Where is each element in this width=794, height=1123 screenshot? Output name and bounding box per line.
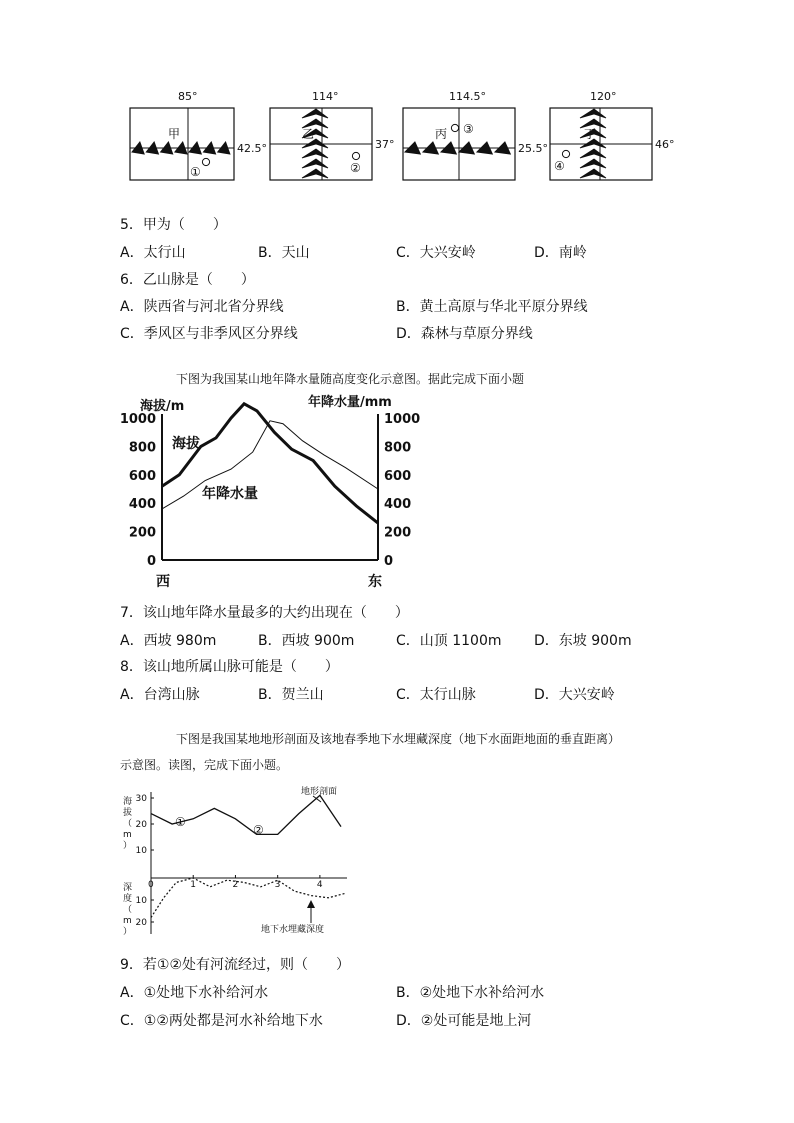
- axis-label-char: 度: [123, 894, 133, 904]
- depth-axis-label: [123, 882, 132, 937]
- city-number-label: ④: [554, 159, 565, 173]
- y-axis-label-right: 年降水量/mm: [308, 395, 392, 410]
- q7-option-a[interactable]: A．西坡 980m: [120, 633, 217, 649]
- chart2-intro-line1: 下图是我国某地地形剖面及该地春季地下水埋藏深度（地下水面距地面的垂直距离）: [176, 732, 621, 746]
- mountain-name-label: 乙: [302, 127, 315, 141]
- q6-option-d[interactable]: D．森林与草原分界线: [396, 326, 533, 342]
- y-tick-left: 600: [128, 468, 156, 484]
- terrain-groundwater-chart: [115, 782, 365, 944]
- q6-option-a[interactable]: A．陕西省与河北省分界线: [120, 299, 284, 315]
- y-tick-left: 400: [128, 497, 156, 513]
- y-tick-left: 0: [146, 554, 156, 569]
- y-tick-bottom: 10: [135, 896, 147, 906]
- q8-option-c[interactable]: C．太行山脉: [396, 687, 476, 703]
- groundwater-depth-label: 地下水埋藏深度: [261, 925, 325, 935]
- y-tick-left: 200: [128, 525, 156, 541]
- question-5: 5．甲为（ ）: [120, 217, 227, 233]
- q5-option-d[interactable]: D．南岭: [534, 245, 587, 261]
- axis-label-char: （: [123, 819, 133, 829]
- longitude-label: 85°: [178, 90, 198, 103]
- q7-option-b[interactable]: B．西坡 900m: [258, 633, 355, 649]
- x-label-west: 西: [156, 574, 170, 590]
- q7-option-c[interactable]: C．山顶 1100m: [396, 633, 502, 649]
- longitude-label: 114.5°: [449, 90, 486, 103]
- city-number-label: ②: [350, 161, 361, 175]
- q5-option-b[interactable]: B．天山: [258, 245, 310, 261]
- latitude-label: 42.5°: [237, 142, 267, 155]
- q9-option-a[interactable]: A．①处地下水补给河水: [120, 985, 269, 1001]
- latitude-label: 46°: [655, 138, 675, 151]
- question-6: 6．乙山脉是（ ）: [120, 272, 255, 288]
- city-number-label: ③: [463, 122, 474, 136]
- mountain-name-label: 丁: [584, 127, 597, 141]
- axis-label-char: 海: [123, 797, 133, 807]
- groundwater-arrowhead: [307, 900, 315, 908]
- chart1-intro: 下图为我国某山地年降水量随高度变化示意图。据此完成下面小题: [176, 372, 525, 386]
- elevation-axis-label: [123, 795, 132, 851]
- point-2-label: ②: [253, 823, 264, 837]
- map-4: [540, 90, 702, 190]
- question-9: 9．若①②处有河流经过，则（ ）: [120, 957, 351, 973]
- axis-label-char: （: [123, 905, 133, 915]
- city-circle: [202, 158, 209, 165]
- question-8: 8．该山地所属山脉可能是（ ）: [120, 659, 339, 675]
- terrain-profile-label: 地形剖面: [301, 787, 338, 797]
- axis-label-char: ）: [123, 841, 133, 851]
- y-tick-right: 0: [384, 554, 394, 569]
- axis-label-char: 深: [123, 883, 133, 893]
- q9-option-c[interactable]: C．①②两处都是河水补给地下水: [120, 1013, 323, 1029]
- latitude-label: 37°: [375, 138, 395, 151]
- y-tick-right: 400: [384, 497, 412, 513]
- mountain-name-label: 丙: [435, 127, 448, 141]
- latitude-label: 25.5°: [518, 142, 548, 155]
- x-tick-label: 1: [190, 880, 196, 890]
- q9-option-b[interactable]: B．②处地下水补给河水: [396, 985, 545, 1001]
- y-tick-right: 600: [384, 468, 412, 484]
- y-tick-top: 30: [135, 794, 147, 804]
- y-tick-left: 1000: [120, 412, 156, 427]
- point-1-label: ①: [175, 815, 186, 829]
- q6-option-b[interactable]: B．黄土高原与华北平原分界线: [396, 299, 588, 315]
- precipitation-series-label: 年降水量: [202, 486, 258, 502]
- y-axis-label-left: 海拔/m: [140, 399, 185, 414]
- elevation-precipitation-chart: [120, 390, 440, 590]
- x-tick-label: 4: [316, 880, 323, 890]
- y-tick-left: 800: [128, 440, 156, 456]
- y-tick-top: 10: [135, 846, 147, 856]
- chart2-intro-line2: 示意图。读图，完成下面小题。: [120, 758, 289, 772]
- y-tick-top: 20: [135, 820, 147, 830]
- question-7: 7．该山地年降水量最多的大约出现在（ ）: [120, 605, 409, 621]
- y-tick-right: 200: [384, 525, 412, 541]
- y-tick-bottom: 20: [135, 918, 147, 928]
- x-tick-label: 2: [232, 880, 239, 890]
- city-circle: [562, 150, 569, 157]
- q6-option-c[interactable]: C．季风区与非季风区分界线: [120, 326, 298, 342]
- axis-label-char: ）: [123, 927, 133, 937]
- city-number-label: ①: [190, 165, 201, 179]
- axis-label-char: 拔: [123, 808, 133, 818]
- y-tick-right: 1000: [384, 412, 421, 427]
- x-tick-label: 3: [274, 880, 281, 890]
- x-tick-label: 0: [148, 880, 154, 890]
- axis-label-char: m: [123, 916, 132, 926]
- q8-option-a[interactable]: A．台湾山脉: [120, 687, 200, 703]
- longitude-label: 114°: [312, 90, 339, 103]
- q8-option-d[interactable]: D．大兴安岭: [534, 687, 615, 703]
- q5-option-a[interactable]: A．太行山: [120, 245, 186, 261]
- longitude-label: 120°: [590, 90, 617, 103]
- axis-label-char: m: [123, 830, 132, 840]
- q7-option-d[interactable]: D．东坡 900m: [534, 633, 632, 649]
- q5-option-c[interactable]: C．大兴安岭: [396, 245, 476, 261]
- city-circle: [352, 152, 359, 159]
- elevation-series-label: 海拔: [172, 436, 200, 452]
- q9-option-d[interactable]: D．②处可能是地上河: [396, 1013, 532, 1029]
- y-tick-right: 800: [384, 440, 412, 456]
- city-circle: [451, 124, 458, 131]
- q8-option-b[interactable]: B．贺兰山: [258, 687, 324, 703]
- mountain-name-label: 甲: [168, 127, 181, 141]
- x-label-east: 东: [368, 574, 382, 590]
